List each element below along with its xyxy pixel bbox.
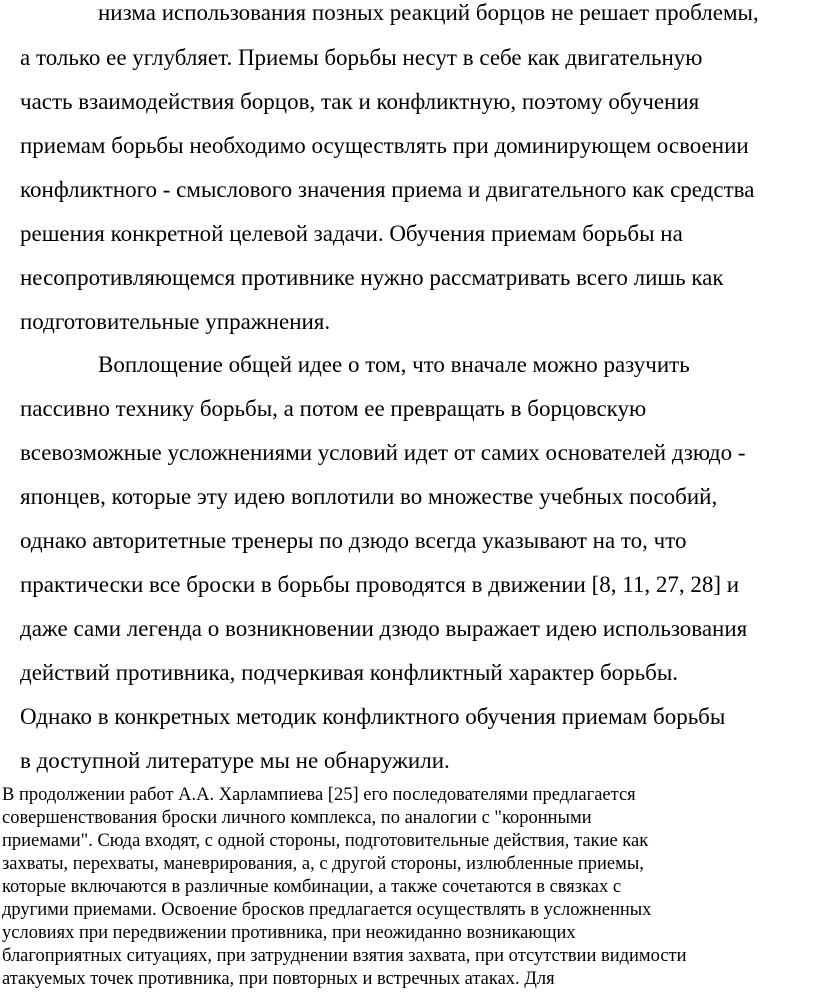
text-line: действий противника, подчеркивая конфликтный характер борьбы.	[20, 660, 679, 685]
text-line: даже сами легенда о возникновении дзюдо выражает идею использования	[20, 616, 748, 641]
text-line: которые включаются в различные комбинации, а также сочетаются в связках с	[2, 877, 622, 897]
text-line: совершенствования броски личного комплекса, по аналогии с "коронными	[2, 808, 592, 828]
text-line: всевозможные усложнениями условий идет от самих основателей дзюдо -	[20, 440, 746, 465]
text-line: В продолжении работ А.А. Харлампиева [25] его последователями предлагается	[2, 785, 636, 805]
text-line: низма использования позных реакций борцов не решает проблемы,	[98, 0, 759, 25]
text-line: Воплощение общей идее о том, что вначале можно разучить	[98, 352, 690, 377]
text-line: часть взаимодействия борцов, так и конфликтную, поэтому обучения	[20, 89, 700, 114]
text-line: японцев, которые эту идею воплотили во множестве учебных пособий,	[20, 484, 718, 509]
text-line: несопротивляющемся противнике нужно рассматривать всего лишь как	[20, 265, 724, 290]
text-line: условиях при передвижении противника, при неожиданно возникающих	[2, 923, 576, 943]
text-line: практически все броски в борьбы проводятся в движении [8, 11, 27, 28] и	[20, 572, 740, 597]
text-line: Однако в конкретных методик конфликтного обучения приемам борьбы	[20, 704, 726, 729]
text-line: решения конкретной целевой задачи. Обучения приемам борьбы на	[20, 221, 683, 246]
text-line: атакуемых точек противника, при повторных и встречных атаках. Для	[2, 969, 555, 989]
text-line: другими приемами. Освоение бросков предлагается осуществлять в усложненных	[2, 900, 652, 920]
text-line: в доступной литературе мы не обнаружили.	[20, 748, 450, 773]
text-line: а только ее углубляет. Приемы борьбы несут в себе как двигательную	[20, 45, 703, 70]
text-line: конфликтного - смыслового значения приема и двигательного как средства	[20, 177, 755, 202]
text-line: благоприятных ситуациях, при затруднении взятия захвата, при отсутствии видимости	[2, 946, 687, 966]
text-line: приемам борьбы необходимо осуществлять при доминирующем освоении	[20, 133, 749, 158]
text-line: приемами". Сюда входят, с одной стороны, подготовительные действия, такие как	[2, 831, 649, 851]
text-line: подготовительные упражнения.	[20, 309, 331, 334]
text-line: однако авторитетные тренеры по дзюдо всегда указывают на то, что	[20, 528, 687, 553]
text-line: захваты, перехваты, маневрирования, а, с другой стороны, излюбленные приемы,	[2, 854, 644, 874]
text-line: пассивно технику борьбы, а потом ее превращать в борцовскую	[20, 396, 647, 421]
